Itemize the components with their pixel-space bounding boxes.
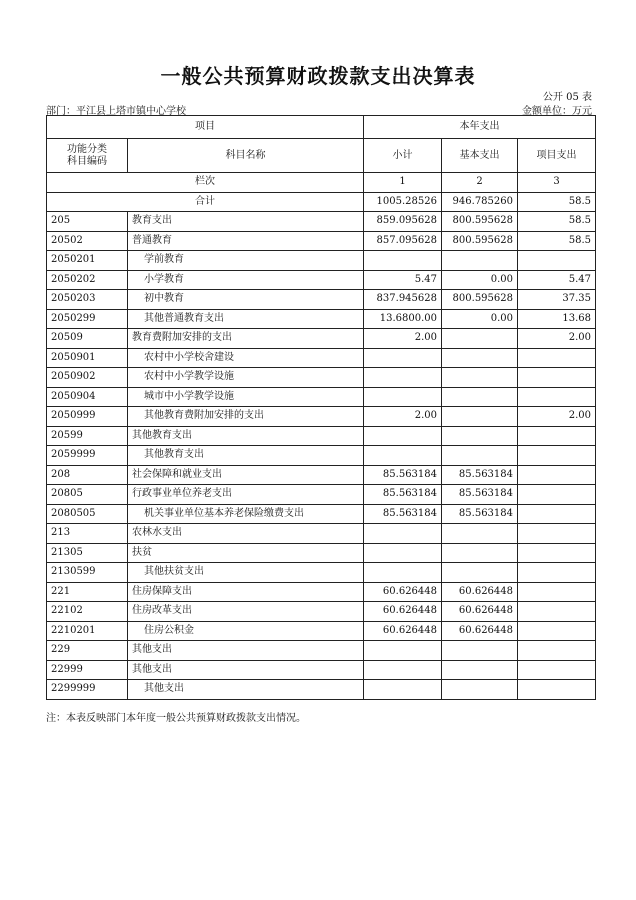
row-basic: 800.595628 xyxy=(442,290,518,310)
row-basic xyxy=(442,543,518,563)
row-basic: 800.595628 xyxy=(442,212,518,232)
row-subtotal: 85.563184 xyxy=(364,465,442,485)
row-basic: 0.00 xyxy=(442,309,518,329)
table-row xyxy=(47,524,596,544)
table-row xyxy=(47,212,596,232)
row-subtotal: 2.00 xyxy=(364,407,442,427)
column-number-row xyxy=(47,173,596,193)
row-code: 2050901 xyxy=(47,348,128,368)
row-project xyxy=(518,582,596,602)
table-row xyxy=(47,602,596,622)
row-project xyxy=(518,621,596,641)
row-code: 2050203 xyxy=(47,290,128,310)
row-subtotal: 859.095628 xyxy=(364,212,442,232)
row-project xyxy=(518,543,596,563)
total-project: 58.5 xyxy=(518,192,596,212)
row-project: 5.47 xyxy=(518,270,596,290)
row-name: 农村中小学教学设施 xyxy=(128,368,364,388)
row-basic: 85.563184 xyxy=(442,485,518,505)
row-name: 普通教育 xyxy=(128,231,364,251)
table-row xyxy=(47,270,596,290)
row-name: 其他扶贫支出 xyxy=(128,563,364,583)
row-code: 2080505 xyxy=(47,504,128,524)
row-basic: 0.00 xyxy=(442,270,518,290)
row-subtotal xyxy=(364,563,442,583)
row-name: 农村中小学校舍建设 xyxy=(128,348,364,368)
footnote: 注：本表反映部门本年度一般公共预算财政拨款支出情况。 xyxy=(46,713,306,724)
row-subtotal xyxy=(364,543,442,563)
total-row xyxy=(47,192,596,212)
row-code: 2050299 xyxy=(47,309,128,329)
table-row xyxy=(47,251,596,271)
amount-unit-label: 金额单位：万元 xyxy=(522,106,592,117)
row-code: 2050999 xyxy=(47,407,128,427)
table-row xyxy=(47,543,596,563)
row-basic: 60.626448 xyxy=(442,582,518,602)
column-number-3: 3 xyxy=(518,173,596,193)
row-project xyxy=(518,563,596,583)
total-subtotal: 1005.28526 xyxy=(364,192,442,212)
row-project xyxy=(518,387,596,407)
row-basic xyxy=(442,680,518,700)
row-project: 37.35 xyxy=(518,290,596,310)
row-name: 教育费附加安排的支出 xyxy=(128,329,364,349)
row-basic: 60.626448 xyxy=(442,621,518,641)
row-basic xyxy=(442,641,518,661)
row-project xyxy=(518,446,596,466)
row-subtotal xyxy=(364,446,442,466)
table-row xyxy=(47,407,596,427)
row-project: 58.5 xyxy=(518,212,596,232)
header-item: 项目 xyxy=(47,116,364,139)
table-row xyxy=(47,582,596,602)
row-project: 58.5 xyxy=(518,231,596,251)
table-row xyxy=(47,309,596,329)
row-code: 2299999 xyxy=(47,680,128,700)
table-row xyxy=(47,563,596,583)
row-basic xyxy=(442,563,518,583)
row-name: 行政事业单位养老支出 xyxy=(128,485,364,505)
header-subtotal: 小计 xyxy=(364,139,442,173)
table-row xyxy=(47,387,596,407)
row-subtotal: 85.563184 xyxy=(364,504,442,524)
row-basic xyxy=(442,407,518,427)
row-name: 住房保障支出 xyxy=(128,582,364,602)
row-subtotal: 13.6800.00 xyxy=(364,309,442,329)
row-basic xyxy=(442,251,518,271)
column-number-label: 栏次 xyxy=(47,173,364,193)
row-basic xyxy=(442,446,518,466)
row-basic xyxy=(442,660,518,680)
table-row xyxy=(47,368,596,388)
row-project xyxy=(518,660,596,680)
table-row xyxy=(47,504,596,524)
row-name: 社会保障和就业支出 xyxy=(128,465,364,485)
row-project: 13.68 xyxy=(518,309,596,329)
table-row xyxy=(47,290,596,310)
table-row xyxy=(47,641,596,661)
row-name: 其他支出 xyxy=(128,660,364,680)
column-number-2: 2 xyxy=(442,173,518,193)
row-code: 2059999 xyxy=(47,446,128,466)
table-row xyxy=(47,329,596,349)
total-label: 合计 xyxy=(47,192,364,212)
row-project xyxy=(518,524,596,544)
row-name: 学前教育 xyxy=(128,251,364,271)
row-subtotal xyxy=(364,387,442,407)
row-name: 初中教育 xyxy=(128,290,364,310)
row-code: 2050904 xyxy=(47,387,128,407)
row-code: 2050201 xyxy=(47,251,128,271)
row-subtotal xyxy=(364,680,442,700)
row-subtotal: 837.945628 xyxy=(364,290,442,310)
row-name: 住房公积金 xyxy=(128,621,364,641)
row-name: 其他支出 xyxy=(128,680,364,700)
row-subtotal: 5.47 xyxy=(364,270,442,290)
row-name: 其他教育费附加安排的支出 xyxy=(128,407,364,427)
row-project xyxy=(518,368,596,388)
header-name: 科目名称 xyxy=(128,139,364,173)
department-label: 部门：平江县上塔市镇中心学校 xyxy=(46,106,186,117)
row-subtotal xyxy=(364,524,442,544)
row-project: 2.00 xyxy=(518,329,596,349)
row-subtotal xyxy=(364,641,442,661)
table-row xyxy=(47,426,596,446)
header-row-1 xyxy=(47,116,596,139)
row-name: 城市中小学教学设施 xyxy=(128,387,364,407)
row-subtotal xyxy=(364,348,442,368)
row-basic: 85.563184 xyxy=(442,465,518,485)
row-basic: 85.563184 xyxy=(442,504,518,524)
form-number: 公开 05 表 xyxy=(542,92,592,103)
row-subtotal xyxy=(364,368,442,388)
row-project xyxy=(518,680,596,700)
table-row xyxy=(47,680,596,700)
header-row-2 xyxy=(47,139,596,173)
row-name: 扶贫 xyxy=(128,543,364,563)
row-name: 其他支出 xyxy=(128,641,364,661)
row-project xyxy=(518,465,596,485)
row-project xyxy=(518,251,596,271)
row-code: 208 xyxy=(47,465,128,485)
row-subtotal xyxy=(364,660,442,680)
row-project xyxy=(518,504,596,524)
row-subtotal: 60.626448 xyxy=(364,602,442,622)
row-name: 其他教育支出 xyxy=(128,426,364,446)
row-code: 221 xyxy=(47,582,128,602)
row-name: 其他普通教育支出 xyxy=(128,309,364,329)
header-basic: 基本支出 xyxy=(442,139,518,173)
row-subtotal: 60.626448 xyxy=(364,621,442,641)
table-row xyxy=(47,485,596,505)
table-row xyxy=(47,660,596,680)
table-row xyxy=(47,231,596,251)
row-code: 2210201 xyxy=(47,621,128,641)
table-row xyxy=(47,446,596,466)
row-code: 2050202 xyxy=(47,270,128,290)
table-row xyxy=(47,348,596,368)
row-subtotal xyxy=(364,426,442,446)
table-row xyxy=(47,621,596,641)
row-name: 小学教育 xyxy=(128,270,364,290)
row-basic xyxy=(442,368,518,388)
row-code: 20599 xyxy=(47,426,128,446)
row-project: 2.00 xyxy=(518,407,596,427)
row-code: 213 xyxy=(47,524,128,544)
row-subtotal xyxy=(364,251,442,271)
row-project xyxy=(518,348,596,368)
row-code: 20805 xyxy=(47,485,128,505)
row-code: 21305 xyxy=(47,543,128,563)
row-code: 22102 xyxy=(47,602,128,622)
row-subtotal: 857.095628 xyxy=(364,231,442,251)
row-project xyxy=(518,485,596,505)
row-basic xyxy=(442,329,518,349)
row-project xyxy=(518,426,596,446)
row-subtotal: 60.626448 xyxy=(364,582,442,602)
row-name: 其他教育支出 xyxy=(128,446,364,466)
row-basic xyxy=(442,348,518,368)
row-basic: 60.626448 xyxy=(442,602,518,622)
row-basic xyxy=(442,426,518,446)
row-subtotal: 85.563184 xyxy=(364,485,442,505)
row-basic: 800.595628 xyxy=(442,231,518,251)
row-name: 机关事业单位基本养老保险缴费支出 xyxy=(128,504,364,524)
row-subtotal: 2.00 xyxy=(364,329,442,349)
header-current-year: 本年支出 xyxy=(364,116,596,139)
row-code: 205 xyxy=(47,212,128,232)
header-code xyxy=(47,139,128,173)
header-code-line2: 科目编码 xyxy=(67,155,107,167)
header-project: 项目支出 xyxy=(518,139,596,173)
row-code: 20502 xyxy=(47,231,128,251)
column-number-1: 1 xyxy=(364,173,442,193)
row-code: 22999 xyxy=(47,660,128,680)
row-name: 教育支出 xyxy=(128,212,364,232)
table-row xyxy=(47,465,596,485)
row-basic xyxy=(442,387,518,407)
row-basic xyxy=(442,524,518,544)
row-code: 20509 xyxy=(47,329,128,349)
expenditure-table xyxy=(46,115,596,700)
row-name: 农林水支出 xyxy=(128,524,364,544)
header-code-line1: 功能分类 xyxy=(67,143,107,155)
row-code: 229 xyxy=(47,641,128,661)
total-basic: 946.785260 xyxy=(442,192,518,212)
row-name: 住房改革支出 xyxy=(128,602,364,622)
row-project xyxy=(518,641,596,661)
row-code: 2050902 xyxy=(47,368,128,388)
row-project xyxy=(518,602,596,622)
report-title: 一般公共预算财政拨款支出决算表 xyxy=(160,64,476,88)
row-code: 2130599 xyxy=(47,563,128,583)
